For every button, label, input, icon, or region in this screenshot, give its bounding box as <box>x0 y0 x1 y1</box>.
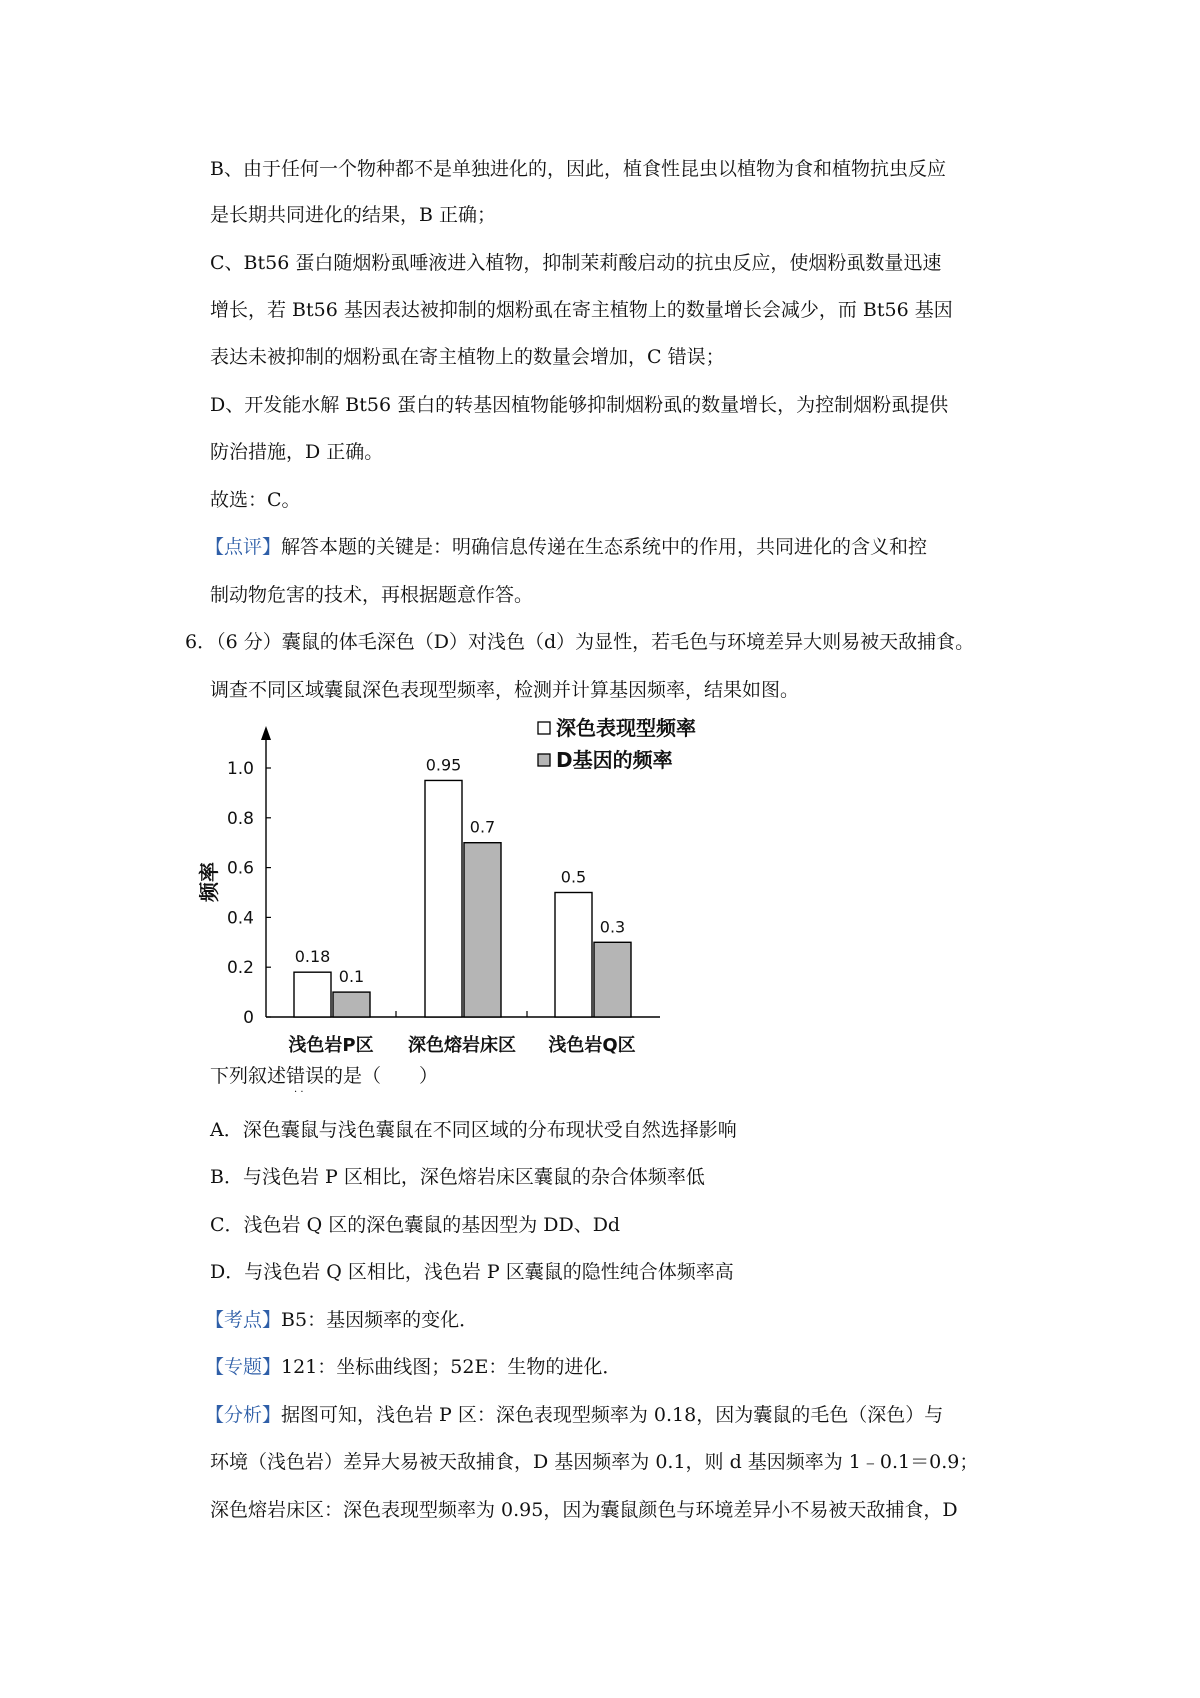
bar-value-label: 0.95 <box>425 755 462 775</box>
review-line1 <box>205 535 927 559</box>
frequency-bar-chart <box>197 712 800 1072</box>
fenxi-line1 <box>205 1403 943 1427</box>
review-text: 解答本题的关键是：明确信息传递在生态系统中的作用，共同进化的含义和控 <box>281 536 928 558</box>
y-tick-label: 0.6 <box>226 858 254 879</box>
question-number: 6． <box>185 631 217 653</box>
kaodian-tag: 【考点】 <box>205 1309 282 1331</box>
option-b-explanation-line2: 是长期共同进化的结果，B 正确； <box>210 204 497 226</box>
kaodian-text: B5：基因频率的变化． <box>281 1309 479 1331</box>
bar-value-label: 0.7 <box>469 817 496 837</box>
bar-d-gene <box>464 843 501 1017</box>
fenxi-line3: 深色熔岩床区：深色表现型频率为 0.95，因为囊鼠颜色与环境差异小不易被天敌捕食，D <box>210 1499 958 1521</box>
option-a: A．深色囊鼠与浅色囊鼠在不同区域的分布现状受自然选择影响 <box>210 1119 737 1141</box>
legend-swatch <box>538 722 550 734</box>
x-category-label: 浅色岩Q区 <box>548 1035 636 1056</box>
option-d-explanation-line1: D、开发能水解 Bt56 蛋白的转基因植物能够抑制烟粉虱的数量增长，为控制烟粉虱提供 <box>210 394 949 416</box>
x-category-label: 浅色岩P区 <box>288 1035 374 1056</box>
review-tag: 【点评】 <box>205 536 282 558</box>
emphasis-dots: · · <box>294 1087 304 1098</box>
zhuanti-line <box>205 1355 621 1379</box>
option-c-explanation-line3: 表达未被抑制的烟粉虱在寄主植物上的数量会增加，C 错误； <box>210 346 725 368</box>
bar-value-label: 0.5 <box>560 867 587 887</box>
question-stem-text: （6 分）囊鼠的体毛深色（D）对浅色（d）为显性，若毛色与环境差异大则易被天敌捕食。 <box>216 631 975 653</box>
y-axis-label: 频率 <box>197 862 221 902</box>
x-category-label: 深色熔岩床区 <box>408 1035 516 1056</box>
zhuanti-text: 121：坐标曲线图；52E：生物的进化． <box>281 1356 622 1378</box>
legend-label: D基因的频率 <box>556 748 673 772</box>
legend-swatch <box>538 754 550 766</box>
question-6-stem-line1 <box>185 630 974 654</box>
bar-dark-phenotype <box>425 780 462 1017</box>
question-prompt: 下列叙述错误的是（ ） <box>210 1065 439 1087</box>
kaodian-line <box>205 1308 478 1332</box>
bar-value-label: 0.18 <box>294 947 331 967</box>
option-d-explanation-line2: 防治措施，D 正确。 <box>210 441 384 463</box>
fenxi-line2: 环境（浅色岩）差异大易被天敌捕食，D 基因频率为 0.1，则 d 基因频率为 1﹣0.1＝0.9； <box>210 1451 979 1473</box>
option-c: C．浅色岩 Q 区的深色囊鼠的基因型为 DD、Dd <box>210 1214 621 1236</box>
option-c-explanation-line2: 增长，若 Bt56 基因表达被抑制的烟粉虱在寄主植物上的数量增长会减少，而 Bt56 基因 <box>210 299 953 321</box>
fenxi-tag: 【分析】 <box>205 1404 282 1426</box>
question-6-stem-line2: 调查不同区域囊鼠深色表现型频率，检测并计算基因频率，结果如图。 <box>210 679 800 701</box>
legend-label: 深色表现型频率 <box>556 716 696 740</box>
bar-dark-phenotype <box>555 893 592 1018</box>
option-d: D．与浅色岩 Q 区相比，浅色岩 P 区囊鼠的隐性纯合体频率高 <box>210 1261 734 1283</box>
option-b: B．与浅色岩 P 区相比，深色熔岩床区囊鼠的杂合体频率低 <box>210 1166 705 1188</box>
bar-value-label: 0.1 <box>338 967 365 987</box>
y-tick-label: 0.8 <box>226 808 254 829</box>
bar-dark-phenotype <box>294 972 331 1017</box>
y-axis-arrow <box>261 726 271 740</box>
option-b-explanation-line1: B、由于任何一个物种都不是单独进化的，因此，植食性昆虫以植物为食和植物抗虫反应 <box>210 158 946 180</box>
chart-legend <box>538 716 696 772</box>
option-c-explanation-line1: C、Bt56 蛋白随烟粉虱唾液进入植物，抑制茉莉酸启动的抗虫反应，使烟粉虱数量迅速 <box>210 252 942 274</box>
answer-line: 故选：C。 <box>210 489 301 511</box>
y-tick-label: 1.0 <box>226 759 254 779</box>
zhuanti-tag: 【专题】 <box>205 1356 282 1378</box>
y-tick-label: 0.4 <box>226 908 254 929</box>
chart-bars <box>288 755 635 1056</box>
review-line2: 制动物危害的技术，再根据题意作答。 <box>210 584 534 606</box>
bar-d-gene <box>594 942 631 1017</box>
fenxi-text: 据图可知，浅色岩 P 区：深色表现型频率为 0.18，因为囊鼠的毛色（深色）与 <box>281 1404 944 1426</box>
bar-value-label: 0.3 <box>599 917 626 937</box>
y-tick-label: 0.2 <box>226 958 254 979</box>
bar-d-gene <box>333 992 370 1017</box>
y-tick-label: 0 <box>243 1008 254 1028</box>
